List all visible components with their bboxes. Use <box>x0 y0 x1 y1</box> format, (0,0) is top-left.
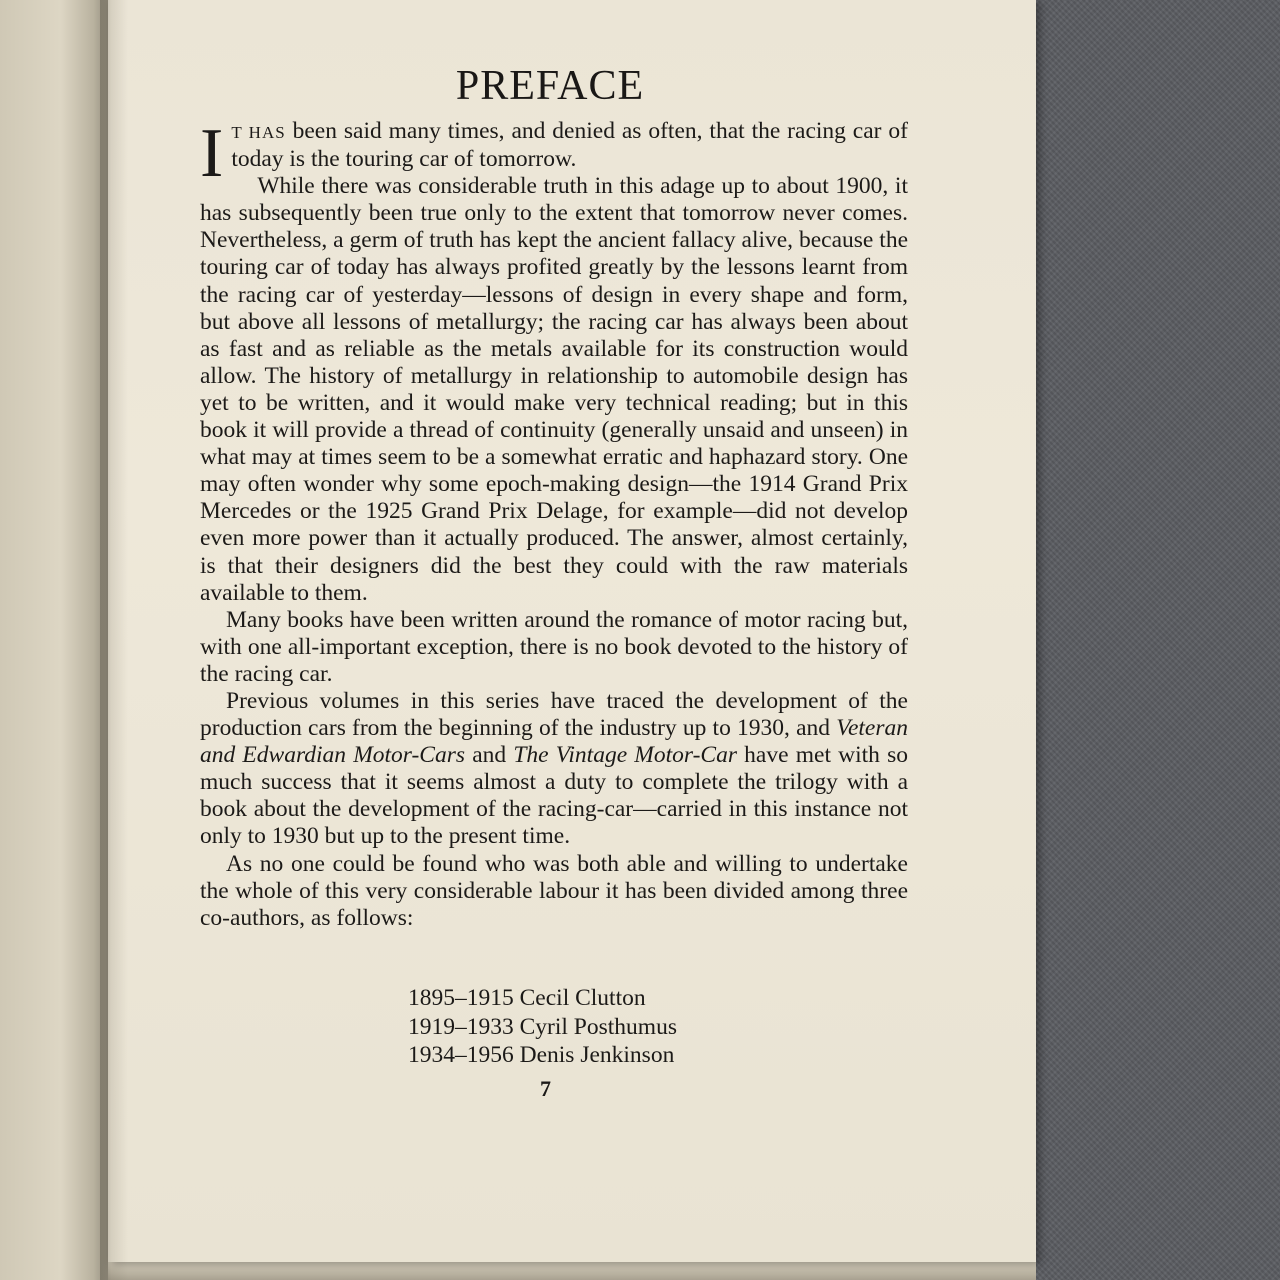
page-title: PREFACE <box>455 63 645 109</box>
paragraph-1 <box>200 115 908 192</box>
paragraph-4 <box>200 688 908 851</box>
paragraph-2: While there was considerable truth in this adage up to about 1900, it has subsequently been true only to the extent that tomorrow never comes. Nevertheless, a germ of truth has kept the ancient fallacy alive, because the touring car of today has always profited greatly by the lessons learnt from the racing car of yesterday—lessons of design in every shape and form, but above all lessons of metallurgy; the racing car has always been about as fast and as reliable as the metals available for its construction would allow. The history of metallurgy in relationship to automobile design has yet to be written, and it would make very technical reading; but in this book it will provide a thread of continuity (generally unsaid and unseen) in what may at times seem to be a somewhat erratic and haphazard story. One may often wonder why some epoch-making design—the 1914 Grand Prix Mercedes or the 1925 Grand Prix Delage, for example—did not develop even more power than it actually produced. The answer, almost certainly, is that their designers did the best they could with the raw materials available to them. <box>200 173 908 606</box>
book-gutter <box>100 0 128 1280</box>
paragraph-5: As no one could be found who was both able and willing to undertake the whole of this very considerable labour it has been divided among three co-authors, as follows: <box>200 850 908 931</box>
paragraph-3: Many books have been written around the romance of motor racing but, with one all-important exception, there is no book devoted to the history of the racing car. <box>200 606 908 687</box>
drop-cap: I <box>200 115 224 192</box>
opening-smallcaps: T HAS <box>231 123 286 142</box>
paragraph-1-text: been said many times, and denied as often, that the racing car of today is the touring car of tomorrow. <box>231 118 908 173</box>
book-title-vintage: The Vintage Motor-Car <box>513 742 737 769</box>
paragraph-4-part-b: and <box>465 742 514 769</box>
paragraph-4-part-c: have met with so much success that it seems almost a duty to complete the trilogy with a book about the development of the racing-car—carried in this instance not only to 1930 but up to the present time. <box>200 742 909 850</box>
author-line: 1934–1956 Denis Jenkinson <box>408 1042 675 1068</box>
left-page-edge <box>0 0 110 1280</box>
author-line: 1895–1915 Cecil Clutton <box>408 985 646 1011</box>
author-line: 1919–1933 Cyril Posthumus <box>408 1013 677 1040</box>
paragraph-4-part-a: Previous volumes in this series have traced the development of the production cars from the beginning of the industry up to 1930, and <box>200 687 908 742</box>
page-bottom-edge <box>108 1262 1036 1280</box>
book-title-veteran: Veteran and Edwardian Motor-Cars <box>200 715 908 769</box>
author-list <box>408 984 677 1070</box>
preface-body <box>200 115 909 932</box>
page-number: 7 <box>540 1076 551 1101</box>
